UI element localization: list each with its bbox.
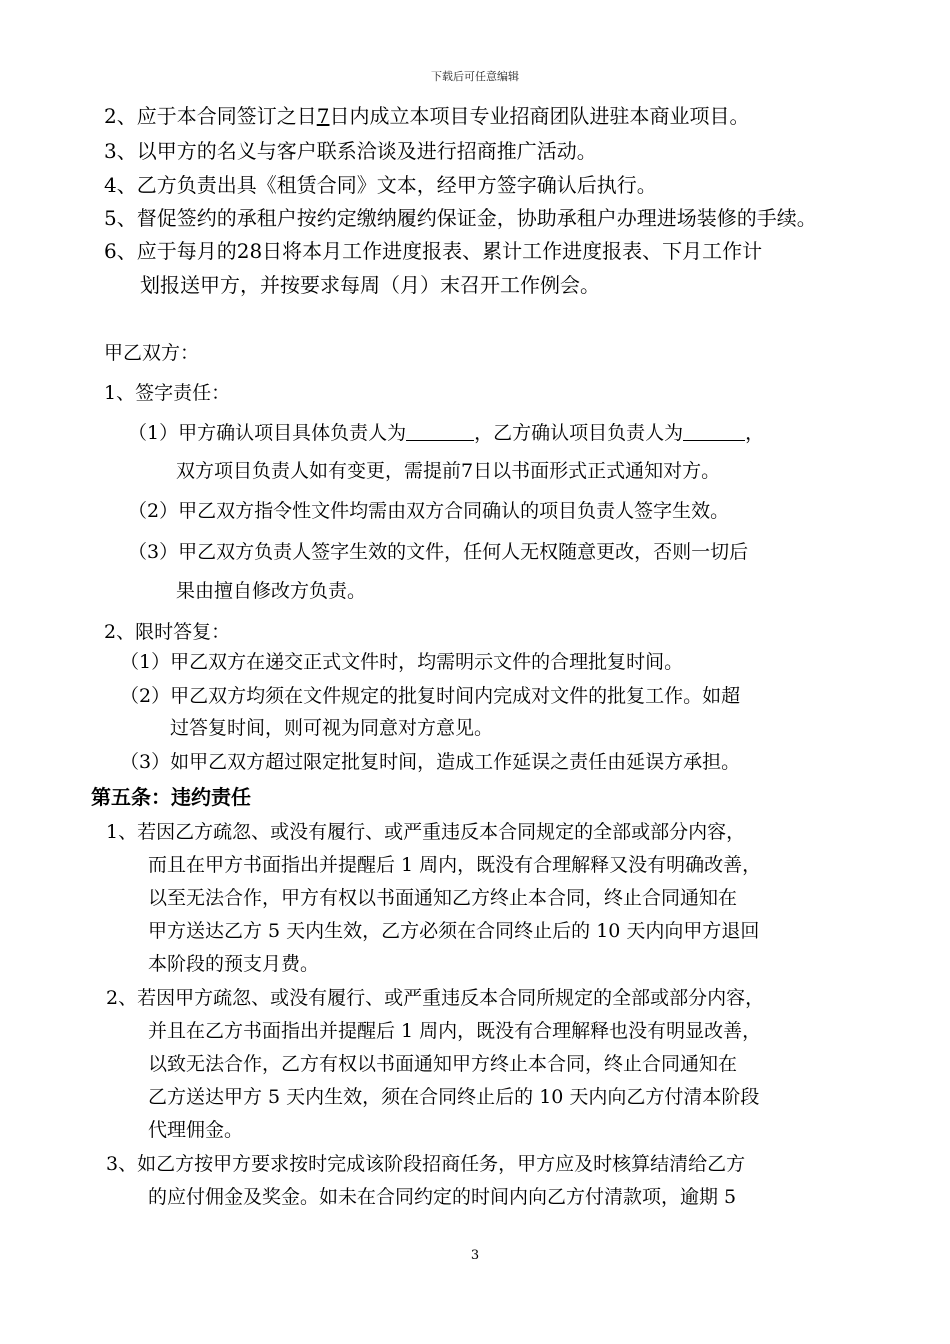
reply-clause-3: （3）如甲乙双方超过限定批复时间，造成工作延误之责任由延误方承担。 (120, 751, 741, 773)
breach-clause-3-line1: 3、如乙方按甲方要求按时完成该阶段招商任务，甲方应及时核算结清给乙方 (106, 1153, 746, 1175)
breach-clause-1-line1: 1、若因乙方疏忽、或没有履行、或严重违反本合同规定的全部或部分内容， (106, 821, 746, 843)
duty-item-6-line2: 划报送甲方，并按要求每周（月）末召开工作例会。 (140, 273, 600, 297)
party-a-manager-blank (406, 420, 474, 441)
page-header-watermark: 下载后可任意编辑 (431, 70, 519, 83)
reply-clause-2-line1: （2）甲乙双方均须在文件规定的批复时间内完成对文件的批复工作。如超 (120, 685, 741, 707)
signature-clause-3-line2: 果由擅自修改方负责。 (176, 580, 367, 602)
duty-text: 日内成立本项目专业招商团队进驻本商业项目。 (329, 104, 750, 128)
duty-item-5: 5、督促签约的承租户按约定缴纳履约保证金，协助承租户办理进场装修的手续。 (104, 206, 817, 230)
breach-clause-3-line2: 的应付佣金及奖金。如未在合同约定的时间内向乙方付清款项，逾期 5 (148, 1186, 737, 1208)
page-number: 3 (470, 1248, 480, 1263)
signature-clause-1-line2: 双方项目负责人如有变更，需提前7日以书面形式正式通知对方。 (176, 460, 721, 482)
clause-text: （1）甲方确认项目具体负责人为 (128, 422, 407, 444)
breach-clause-2-line3: 以致无法合作，乙方有权以书面通知甲方终止本合同，终止合同通知在 (148, 1053, 738, 1075)
breach-clause-2-line1: 2、若因甲方疏忽、或没有履行、或严重违反本合同所规定的全部或部分内容， (106, 987, 765, 1009)
duty-item-2 (104, 104, 749, 128)
breach-clause-2-line2: 并且在乙方书面指出并提醒后 1 周内，既没有合理解释也没有明显改善， (148, 1020, 762, 1042)
signature-responsibility-title: 1、签字责任： (104, 382, 231, 404)
reply-clause-2-line2: 过答复时间，则可视为同意对方意见。 (170, 717, 494, 739)
duty-text: 2、应于本合同签订之日 (104, 104, 317, 128)
breach-clause-2-line5: 代理佣金。 (148, 1119, 244, 1141)
reply-clause-1: （1）甲乙双方在递交正式文件时，均需明示文件的合理批复时间。 (120, 651, 684, 673)
breach-clause-1-line5: 本阶段的预支月费。 (148, 953, 320, 975)
party-b-manager-blank (683, 420, 745, 441)
timely-reply-title: 2、限时答复： (104, 621, 231, 643)
breach-clause-1-line3: 以至无法合作，甲方有权以书面通知乙方终止本合同，终止合同通知在 (148, 887, 738, 909)
breach-clause-1-line2: 而且在甲方书面指出并提醒后 1 周内，既没有合理解释又没有明确改善， (148, 854, 762, 876)
clause-text: ， (745, 422, 765, 444)
breach-clause-1-line4: 甲方送达乙方 5 天内生效，乙方必须在合同终止后的 10 天内向甲方退回 (148, 920, 760, 942)
duty-item-6-line1: 6、应于每月的28日将本月工作进度报表、累计工作进度报表、下月工作计 (104, 239, 763, 263)
article-5-heading: 第五条：违约责任 (91, 785, 251, 809)
breach-clause-2-line4: 乙方送达甲方 5 天内生效，须在合同终止后的 10 天内向乙方付清本阶段 (148, 1086, 760, 1108)
both-parties-title: 甲乙双方： (104, 342, 200, 364)
duty-days-number: 7 (316, 104, 330, 128)
duty-item-4: 4、乙方负责出具《租赁合同》文本，经甲方签字确认后执行。 (104, 173, 657, 197)
clause-text: ，乙方确认项目负责人为 (474, 422, 684, 444)
signature-clause-1-line1 (128, 420, 764, 445)
duty-item-3: 3、以甲方的名义与客户联系洽谈及进行招商推广活动。 (104, 139, 597, 163)
signature-clause-3-line1: （3）甲乙双方负责人签字生效的文件，任何人无权随意更改，否则一切后 (128, 541, 749, 563)
signature-clause-2: （2）甲乙双方指令性文件均需由双方合同确认的项目负责人签字生效。 (128, 500, 730, 522)
